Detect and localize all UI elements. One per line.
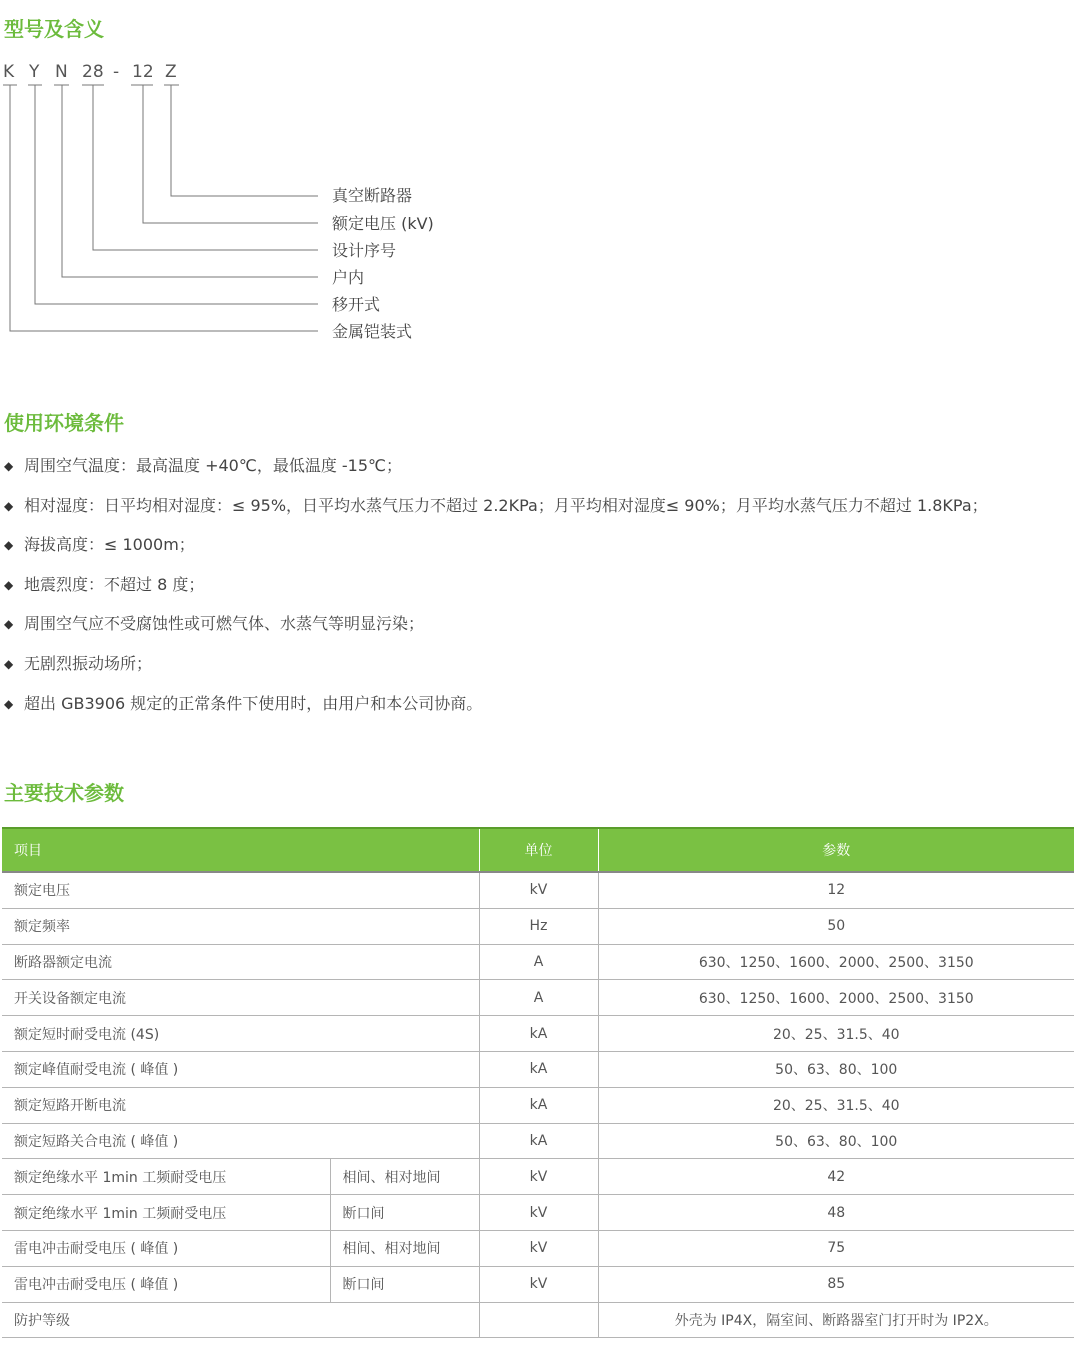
cell-unit: A xyxy=(479,944,598,980)
table-row xyxy=(2,908,1074,944)
cell-value: 85 xyxy=(598,1266,1074,1302)
diamond-bullet-icon: ◆ xyxy=(4,538,14,553)
diamond-bullet-icon: ◆ xyxy=(4,498,14,513)
list-item xyxy=(4,450,1074,490)
cell-sub: 相间、相对地间 xyxy=(330,1230,479,1266)
cell-item: 额定短路关合电流 ( 峰值 ) xyxy=(2,1123,479,1159)
table-row xyxy=(2,872,1074,908)
table-header-row xyxy=(2,828,1074,872)
cell-value: 12 xyxy=(598,872,1074,908)
header-value: 参数 xyxy=(598,828,1074,872)
cell-sub: 断口间 xyxy=(330,1266,479,1302)
diamond-bullet-icon: ◆ xyxy=(4,617,14,632)
env-item-text: 超出 GB3906 规定的正常条件下使用时，由用户和本公司协商。 xyxy=(24,693,483,713)
code-letter-k: K xyxy=(3,62,15,82)
cell-value: 50、63、80、100 xyxy=(598,1123,1074,1159)
meaning-rated-voltage: 额定电压 (kV) xyxy=(332,214,434,233)
table-row xyxy=(2,1195,1074,1231)
list-item xyxy=(4,490,1074,530)
cell-unit: kA xyxy=(479,1016,598,1052)
env-item-text: 相对湿度：日平均相对湿度：≤ 95%，日平均水蒸气压力不超过 2.2KPa；月平均相对湿度≤ 90%；月平均水蒸气压力不超过 1.8KPa； xyxy=(24,495,988,515)
cell-item: 防护等级 xyxy=(2,1302,479,1338)
section-title-env: 使用环境条件 xyxy=(4,411,124,435)
cell-value: 20、25、31.5、40 xyxy=(598,1087,1074,1123)
code-letter-12: 12 xyxy=(132,62,154,82)
cell-unit: kV xyxy=(479,872,598,908)
meaning-metal-clad: 金属铠装式 xyxy=(332,322,413,341)
env-item-text: 周围空气应不受腐蚀性或可燃气体、水蒸气等明显污染； xyxy=(24,614,425,634)
meaning-design-number: 设计序号 xyxy=(332,241,397,260)
env-item-text: 地震烈度：不超过 8 度； xyxy=(24,574,205,594)
cell-item: 额定频率 xyxy=(2,908,479,944)
technical-params-table xyxy=(2,827,1074,1338)
cell-unit: Hz xyxy=(479,908,598,944)
code-letter-y: Y xyxy=(29,62,40,82)
cell-unit: kV xyxy=(479,1195,598,1231)
cell-sub: 断口间 xyxy=(330,1195,479,1231)
cell-unit: kV xyxy=(479,1230,598,1266)
cell-unit: A xyxy=(479,980,598,1016)
cell-value: 630、1250、1600、2000、2500、3150 xyxy=(598,944,1074,980)
header-item: 项目 xyxy=(2,828,479,872)
list-item xyxy=(4,688,1074,728)
table-row xyxy=(2,1123,1074,1159)
table-row xyxy=(2,1051,1074,1087)
diamond-bullet-icon: ◆ xyxy=(4,577,14,592)
diamond-bullet-icon: ◆ xyxy=(4,656,14,671)
model-diagram-lines xyxy=(0,0,440,345)
cell-unit: kA xyxy=(479,1123,598,1159)
code-letter-28: 28 xyxy=(82,62,104,82)
env-item-text: 海拔高度：≤ 1000m； xyxy=(24,535,195,555)
table-row xyxy=(2,1266,1074,1302)
cell-value: 20、25、31.5、40 xyxy=(598,1016,1074,1052)
env-item-text: 周围空气温度：最高温度 +40℃，最低温度 -15℃； xyxy=(24,456,403,475)
cell-unit: kA xyxy=(479,1051,598,1087)
cell-item: 额定短时耐受电流 (4S) xyxy=(2,1016,479,1052)
meaning-indoor: 户内 xyxy=(332,268,365,287)
cell-value: 75 xyxy=(598,1230,1074,1266)
cell-value: 50 xyxy=(598,908,1074,944)
cell-item: 额定绝缘水平 1min 工频耐受电压 xyxy=(2,1159,330,1195)
cell-value: 630、1250、1600、2000、2500、3150 xyxy=(598,980,1074,1016)
code-letter-n: N xyxy=(55,62,68,82)
code-dash: - xyxy=(113,62,120,82)
diamond-bullet-icon: ◆ xyxy=(4,459,14,473)
cell-item: 额定峰值耐受电流 ( 峰值 ) xyxy=(2,1051,479,1087)
code-letter-z: Z xyxy=(165,62,177,82)
cell-item: 开关设备额定电流 xyxy=(2,980,479,1016)
table-row xyxy=(2,944,1074,980)
section-title-params: 主要技术参数 xyxy=(4,781,124,805)
list-item xyxy=(4,569,1074,609)
table-row xyxy=(2,1159,1074,1195)
table-row xyxy=(2,1087,1074,1123)
table-row xyxy=(2,1016,1074,1052)
cell-item: 断路器额定电流 xyxy=(2,944,479,980)
diamond-bullet-icon: ◆ xyxy=(4,696,14,711)
table-row xyxy=(2,1230,1074,1266)
cell-unit: kA xyxy=(479,1087,598,1123)
cell-unit: kV xyxy=(479,1159,598,1195)
cell-item: 雷电冲击耐受电压 ( 峰值 ) xyxy=(2,1266,330,1302)
cell-item: 额定短路开断电流 xyxy=(2,1087,479,1123)
header-unit: 单位 xyxy=(479,828,598,872)
meaning-vacuum-breaker: 真空断路器 xyxy=(332,186,413,205)
cell-item: 额定电压 xyxy=(2,872,479,908)
cell-value: 50、63、80、100 xyxy=(598,1051,1074,1087)
cell-item: 额定绝缘水平 1min 工频耐受电压 xyxy=(2,1195,330,1231)
section-title-model: 型号及含义 xyxy=(4,17,104,41)
cell-sub: 相间、相对地间 xyxy=(330,1159,479,1195)
list-item xyxy=(4,608,1074,648)
cell-value: 42 xyxy=(598,1159,1074,1195)
list-item xyxy=(4,648,1074,688)
table-row xyxy=(2,1302,1074,1338)
cell-value: 外壳为 IP4X，隔室间、断路器室门打开时为 IP2X。 xyxy=(598,1302,1074,1338)
cell-value: 48 xyxy=(598,1195,1074,1231)
list-item xyxy=(4,529,1074,569)
cell-unit: kV xyxy=(479,1266,598,1302)
cell-unit xyxy=(479,1302,598,1338)
table-row xyxy=(2,980,1074,1016)
env-item-text: 无剧烈振动场所； xyxy=(24,653,153,673)
cell-item: 雷电冲击耐受电压 ( 峰值 ) xyxy=(2,1230,330,1266)
env-conditions-list xyxy=(4,450,1074,727)
meaning-withdrawable: 移开式 xyxy=(332,295,381,314)
